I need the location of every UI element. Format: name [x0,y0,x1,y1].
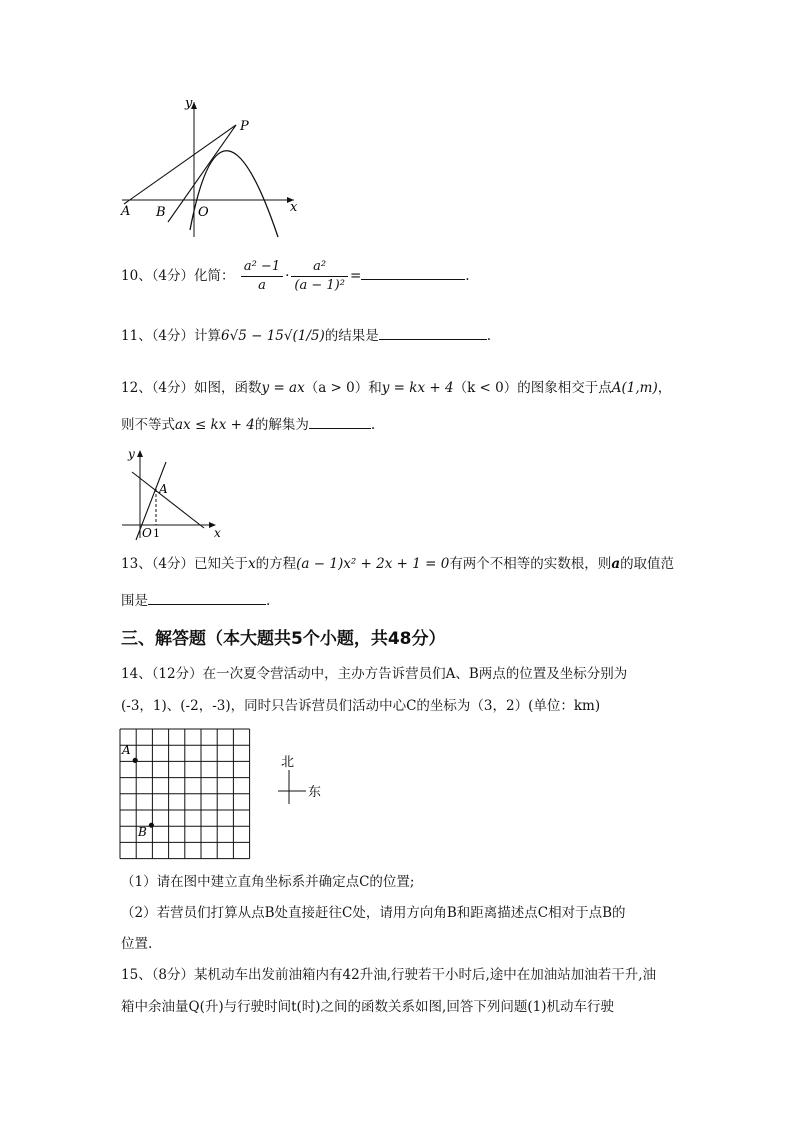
label-1: 1 [153,527,160,540]
question-end: . [465,268,470,284]
line-y-kx4 [132,472,204,528]
question-text-2: 的方程 [255,556,297,572]
question-11: 11、（4分）计算6√5 − 15√(1/5)的结果是 . [121,325,491,346]
question-text-4: 的取值范 [620,556,675,572]
grid-lines [120,729,250,859]
equation: (a − 1)x² + 2x + 1 = 0 [296,556,450,572]
point-B-dot [149,823,154,828]
variable-a: a [611,556,621,572]
point-A-dot [133,758,138,763]
answer-blank[interactable] [379,325,487,340]
question-text: 如图，函数 [194,380,262,396]
question-10: 10、（4分）化简： $\frac{\text{a² −1}}{a}$ · $\frac{\text{a²}}{\text{(a − 1)²}}$ = . [121,259,470,293]
fraction-2-numerator: a² [291,258,348,277]
fraction-1 [241,258,283,295]
answer-blank[interactable] [148,590,266,605]
fraction-2 [291,258,348,295]
sub-question-text: （1）请在图中建立直角坐标系并确定点C的位置; [121,874,415,890]
question-number: 11 [121,328,139,344]
east-label: 东 [308,785,322,800]
question-13-line-1: 13、（4分）已知关于x的方程(a − 1)x² + 2x + 1 = 0有两个不相等的实数根，则a的取值范 [121,556,675,572]
question-number: 12 [121,380,139,396]
linear-functions-figure [118,446,228,542]
question-14-line-2 [121,696,600,716]
question-text: 箱中余油量Q(升)与行驶时间t(时)之间的函数关系如图,回答下列问题(1)机动车行驶 [121,999,614,1015]
label-O: O [142,526,152,540]
label-x: x [214,526,221,540]
label-y: y [185,96,193,111]
question-text-2: 的结果是 [324,328,379,344]
equals-sign: = [349,268,362,284]
question-text-3: 有两个不相等的实数根，则 [449,556,612,572]
question-text-2: 的解集为 [254,417,309,433]
condition-2: （k < 0）的图象相交于点 [453,380,612,396]
point-A: A(1,m) [611,380,658,396]
question-14-line-1: 14、（12分）在一次夏令营活动中，主办方告诉营员们A、B两点的位置及坐标分别为 [121,666,628,682]
fraction-1-numerator: a² −1 [241,258,283,277]
question-end: . [370,417,376,433]
question-text: 某机动车出发前油箱内有42升油,行驶若干小时后,途中在加油站加油若干升,油 [194,967,657,983]
line-AP [124,125,236,204]
answer-blank[interactable] [309,414,371,429]
function-1: y = ax [261,380,305,396]
question-15-line-2 [121,997,614,1017]
label-P: P [240,119,249,134]
label-B: B [156,205,166,220]
question-text: 则不等式 [121,417,175,433]
variable-x: x [248,556,256,572]
question-text: (-3，1)、(-2，-3)，同时只告诉营员们活动中心C的坐标为（3，2）(单位：km) [121,698,601,714]
multiply-dot: · [285,268,290,284]
label-y: y [128,447,135,461]
question-15-line-1: 15、（8分）某机动车出发前油箱内有42升油,行驶若干小时后,途中在加油站加油若干升,油 [121,967,657,983]
question-number: 14 [121,666,139,682]
question-score: （4分） [151,268,195,284]
fraction-2-denominator: (a − 1)² [294,278,345,293]
question-score: （4分） [151,556,195,572]
compass [272,750,332,810]
question-score: （4分） [151,328,195,344]
question-score: （4分） [151,380,195,396]
math-expression: 6√5 − 15√(1/5) [221,328,325,344]
question-end: . [266,593,271,609]
question-text: 在一次夏令营活动中，主办方告诉营员们A、B两点的位置及坐标分别为 [202,666,628,682]
function-2: y = kx + 4 [381,380,454,396]
label-x: x [290,200,298,215]
inequality: ax ≤ kx + 4 [175,417,255,433]
coordinate-grid [119,728,251,860]
question-14-sub-2 [121,903,626,923]
grid-label-A: A [122,743,131,757]
condition-1: （a > 0）和 [304,380,382,396]
fraction-1-denominator: a [258,278,266,293]
question-14-sub-2-cont [121,934,152,954]
section-heading: 三、解答题（本大题共5个小题，共48分） [121,629,446,649]
question-score: （12分） [151,666,203,682]
question-text: 计算 [194,328,222,344]
y-axis-arrow [137,450,143,457]
grid-label-B: B [138,825,147,839]
question-number: 13 [121,556,139,572]
question-14-sub-1 [121,872,414,892]
question-12-line-1: 12、（4分）如图，函数y = ax（a > 0）和y = kx + 4（k < 0）的图象相交于点A(1,m)， [121,380,672,396]
question-score: （8分） [151,967,195,983]
comma: ， [657,380,672,396]
question-text: 已知关于 [194,556,249,572]
label-O: O [198,205,209,220]
question-12-line-2 [121,414,375,435]
question-text: 化简： [194,268,235,284]
parabola-curve [190,151,278,237]
question-end: . [486,328,492,344]
question-13-line-2 [121,590,270,611]
label-A: A [121,204,131,219]
sub-question-text: 位置. [121,936,153,952]
sub-question-text: （2）若营员们打算从点B处直接赶往C处，请用方向角B和距离描述点C相对于点B的 [121,905,626,921]
question-number: 10 [121,268,139,284]
label-A: A [159,482,168,496]
answer-blank[interactable] [361,265,465,280]
north-label: 北 [281,755,295,770]
question-text: 围是 [121,593,148,609]
question-number: 15 [121,967,139,983]
parabola-figure [118,92,308,242]
